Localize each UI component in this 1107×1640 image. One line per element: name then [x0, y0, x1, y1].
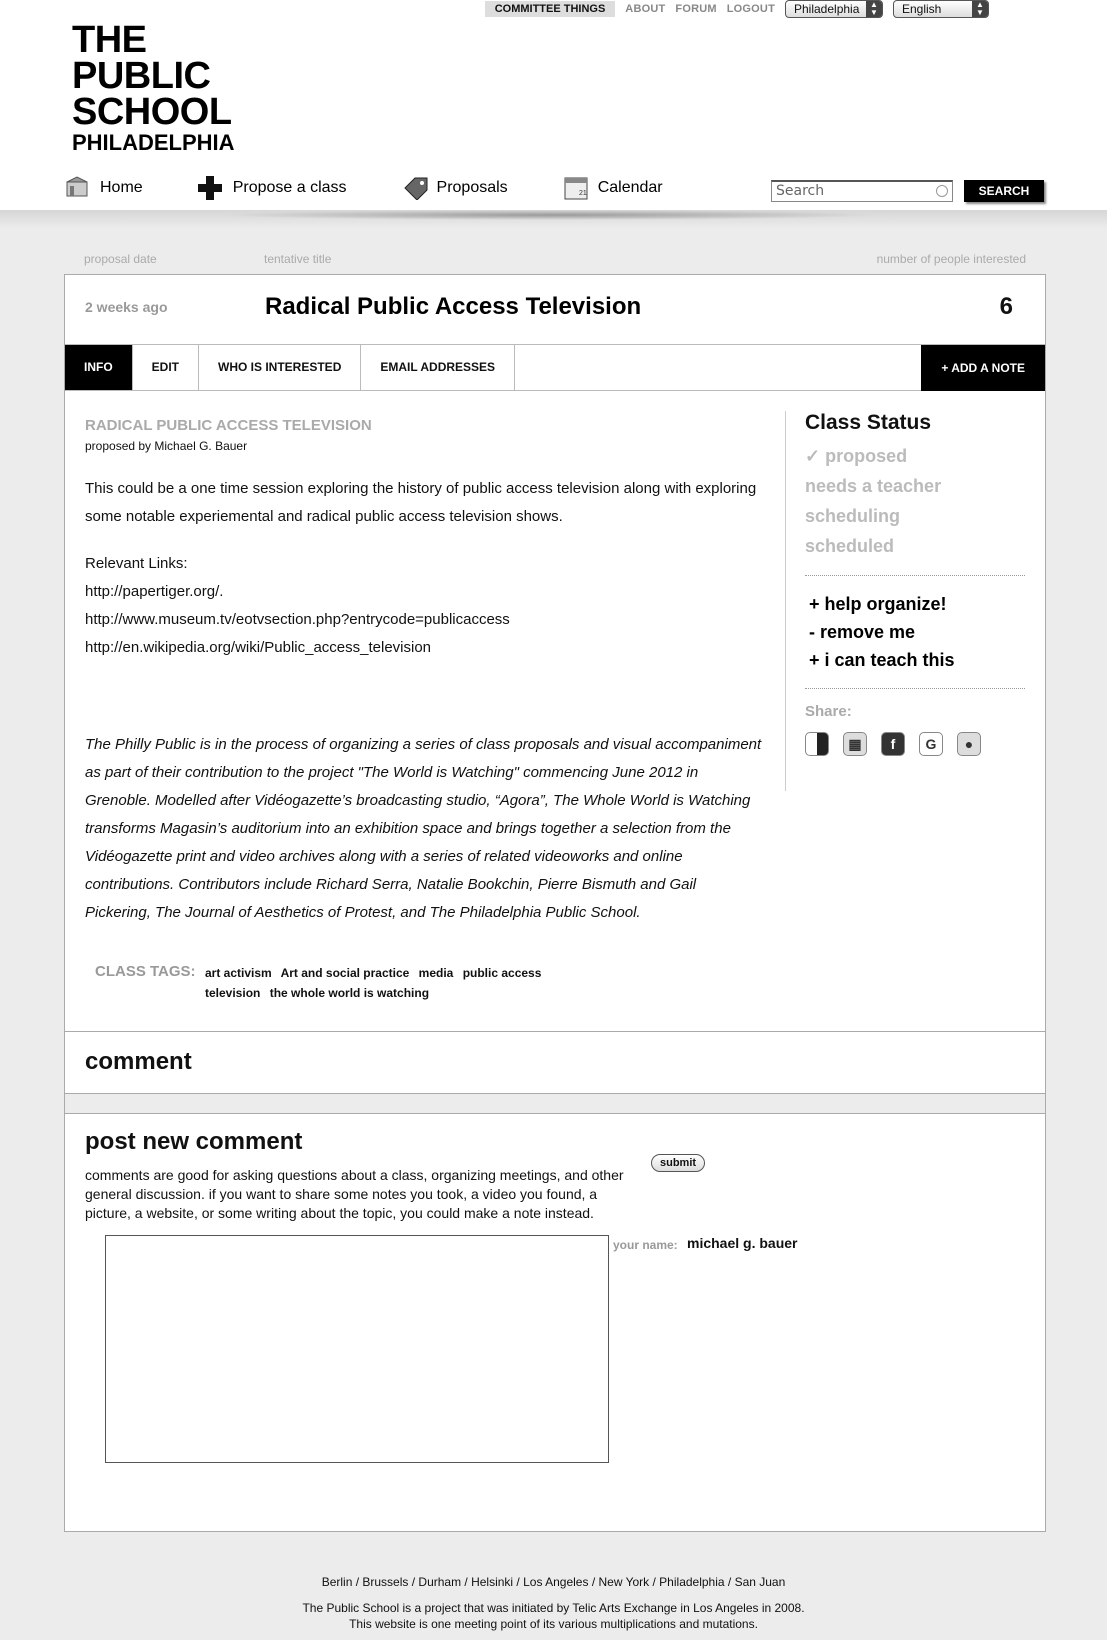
home-icon [64, 176, 92, 200]
header-divider [0, 210, 1107, 228]
top-bar [485, 0, 989, 18]
proposal-tabs [65, 345, 1045, 391]
tab-who-is-interested[interactable]: WHO IS INTERESTED [199, 345, 361, 390]
proposal-date-label: proposal date [84, 252, 157, 266]
status-scheduled: scheduled [805, 536, 895, 556]
interested-count: 6 [999, 293, 1013, 320]
relevant-link[interactable]: http://papertiger.org/. [85, 583, 224, 600]
main-nav [64, 176, 717, 200]
footer-line: The Public School is a project that was initiated by Telic Arts Exchange in Los Angeles in 2008. [302, 1601, 805, 1615]
site-logo[interactable]: THE PUBLIC SCHOOL PHILADELPHIA [72, 19, 235, 155]
site-header [0, 0, 1107, 220]
section-spacer [65, 1093, 1045, 1113]
tag-list [205, 963, 605, 1003]
post-comment-section [65, 1113, 1045, 1531]
divider [805, 575, 1025, 576]
city-select[interactable]: Philadelphia ▲ ▼ [785, 0, 883, 18]
class-status-title: Class Status [805, 411, 932, 434]
plus-icon [197, 176, 225, 200]
select-arrows-icon: ▲ ▼ [972, 1, 988, 17]
share-icons [805, 732, 1025, 756]
committee-things-link[interactable]: COMMITTEE THINGS [485, 1, 616, 17]
your-name-value: michael g. bauer [687, 1235, 798, 1251]
proposal-card [64, 274, 1046, 1532]
tag-link[interactable]: public access television [205, 966, 542, 1000]
language-select[interactable]: English ▲ ▼ [893, 0, 989, 18]
tag-link[interactable]: Art and social practice [280, 966, 410, 980]
add-note-button[interactable]: + ADD A NOTE [921, 345, 1045, 391]
status-needs-teacher: needs a teacher [805, 476, 942, 496]
search-input[interactable]: Search [771, 180, 953, 202]
comment-section [65, 1031, 1045, 1093]
relevant-link[interactable]: http://www.museum.tv/eotvsection.php?entrycode=publicaccess [85, 611, 510, 628]
tab-edit[interactable]: EDIT [133, 345, 199, 390]
footer-line: This website is one meeting point of its various multiplications and mutations. [349, 1617, 758, 1631]
proposal-content [65, 391, 1045, 1031]
footer-cities[interactable]: Berlin / Brussels / Durham / Helsinki / Los Angeles / New York / Philadelphia / San Juan [321, 1575, 786, 1589]
tag-link[interactable]: the whole world is watching [269, 986, 430, 1000]
search-icon [936, 185, 948, 197]
class-tags-label: CLASS TAGS: [95, 963, 196, 980]
tag-link[interactable]: art activism [205, 966, 272, 980]
post-comment-heading: post new comment [85, 1128, 303, 1155]
class-title: RADICAL PUBLIC ACCESS TELEVISION [85, 417, 372, 434]
chat-icon[interactable]: ● [957, 732, 981, 756]
proposed-by: proposed by Michael G. Bauer [85, 439, 248, 453]
delicious-icon[interactable] [805, 732, 829, 756]
comment-heading: comment [85, 1048, 192, 1075]
proposal-title-row [65, 275, 1045, 345]
i-can-teach-button[interactable]: + i can teach this [809, 650, 955, 670]
nav-propose-class[interactable]: Propose a class [197, 176, 347, 200]
proposal-date: 2 weeks ago [85, 299, 168, 315]
divider [805, 688, 1025, 689]
share-label: Share: [805, 703, 852, 720]
nav-calendar[interactable]: 21 Calendar [562, 176, 663, 200]
calendar-icon [562, 176, 590, 200]
class-tags [95, 963, 605, 1003]
digg-icon[interactable]: ▦ [843, 732, 867, 756]
svg-text:21: 21 [578, 190, 587, 197]
status-proposed: ✓ proposed [805, 446, 908, 466]
comment-help-text: comments are good for asking questions about a class, organizing meetings, and other general discussion. if you want to share some notes you took, a video you found, a picture, a website, or some writing about the topic, you could make a note instead. [85, 1167, 624, 1221]
status-scheduling: scheduling [805, 506, 901, 526]
your-name-label: your name: [613, 1238, 678, 1252]
logout-link[interactable]: LOGOUT [726, 3, 775, 15]
people-interested-label: number of people interested [876, 252, 1026, 266]
about-link[interactable]: ABOUT [625, 3, 666, 15]
relevant-link[interactable]: http://en.wikipedia.org/wiki/Public_access_television [85, 639, 432, 656]
tab-email-addresses[interactable]: EMAIL ADDRESSES [361, 345, 515, 390]
tentative-title-label: tentative title [264, 252, 332, 266]
relevant-links-label: Relevant Links: [85, 555, 188, 572]
tag-icon [401, 176, 429, 200]
nav-home[interactable]: Home [64, 176, 143, 200]
submit-button[interactable]: submit [651, 1154, 705, 1172]
proposal-title: Radical Public Access Television [265, 293, 642, 320]
site-footer [0, 1574, 1107, 1632]
class-status-panel [805, 411, 1025, 756]
help-organize-button[interactable]: + help organize! [809, 594, 947, 614]
select-arrows-icon: ▲ ▼ [866, 1, 882, 17]
google-icon[interactable]: G [919, 732, 943, 756]
nav-proposals[interactable]: Proposals [401, 176, 508, 200]
remove-me-button[interactable]: - remove me [809, 622, 916, 642]
column-divider [785, 411, 786, 791]
comment-textarea[interactable] [105, 1235, 609, 1463]
tab-info[interactable]: INFO [65, 345, 133, 390]
project-note: The Philly Public is in the process of organizing a series of class proposals and visual accompaniment as part of their contribution to the project "The World is Watching" commencing June 2012 in Grenoble. Modelled after Vidéogazette’s broadcasting studio, “Agora”, The Whole World is Watching transforms Magasin’s auditorium into an exhibition space and brings together a selection from the Vidéogazette print and video archives along with a series of related videoworks and online contributions. Contributors include Richard Serra, Natalie Bookchin, Pierre Bismuth and Gail Pickering, The Journal of Aesthetics of Protest, and The Philadelphia Public School. [85, 736, 762, 921]
forum-link[interactable]: FORUM [675, 3, 717, 15]
tag-link[interactable]: media [418, 966, 454, 980]
facebook-icon[interactable]: f [881, 732, 905, 756]
class-description: This could be a one time session exploring the history of public access television along with exploring some notable experiemental and radical public access television shows. [85, 480, 757, 525]
search-button[interactable]: SEARCH [964, 180, 1044, 202]
